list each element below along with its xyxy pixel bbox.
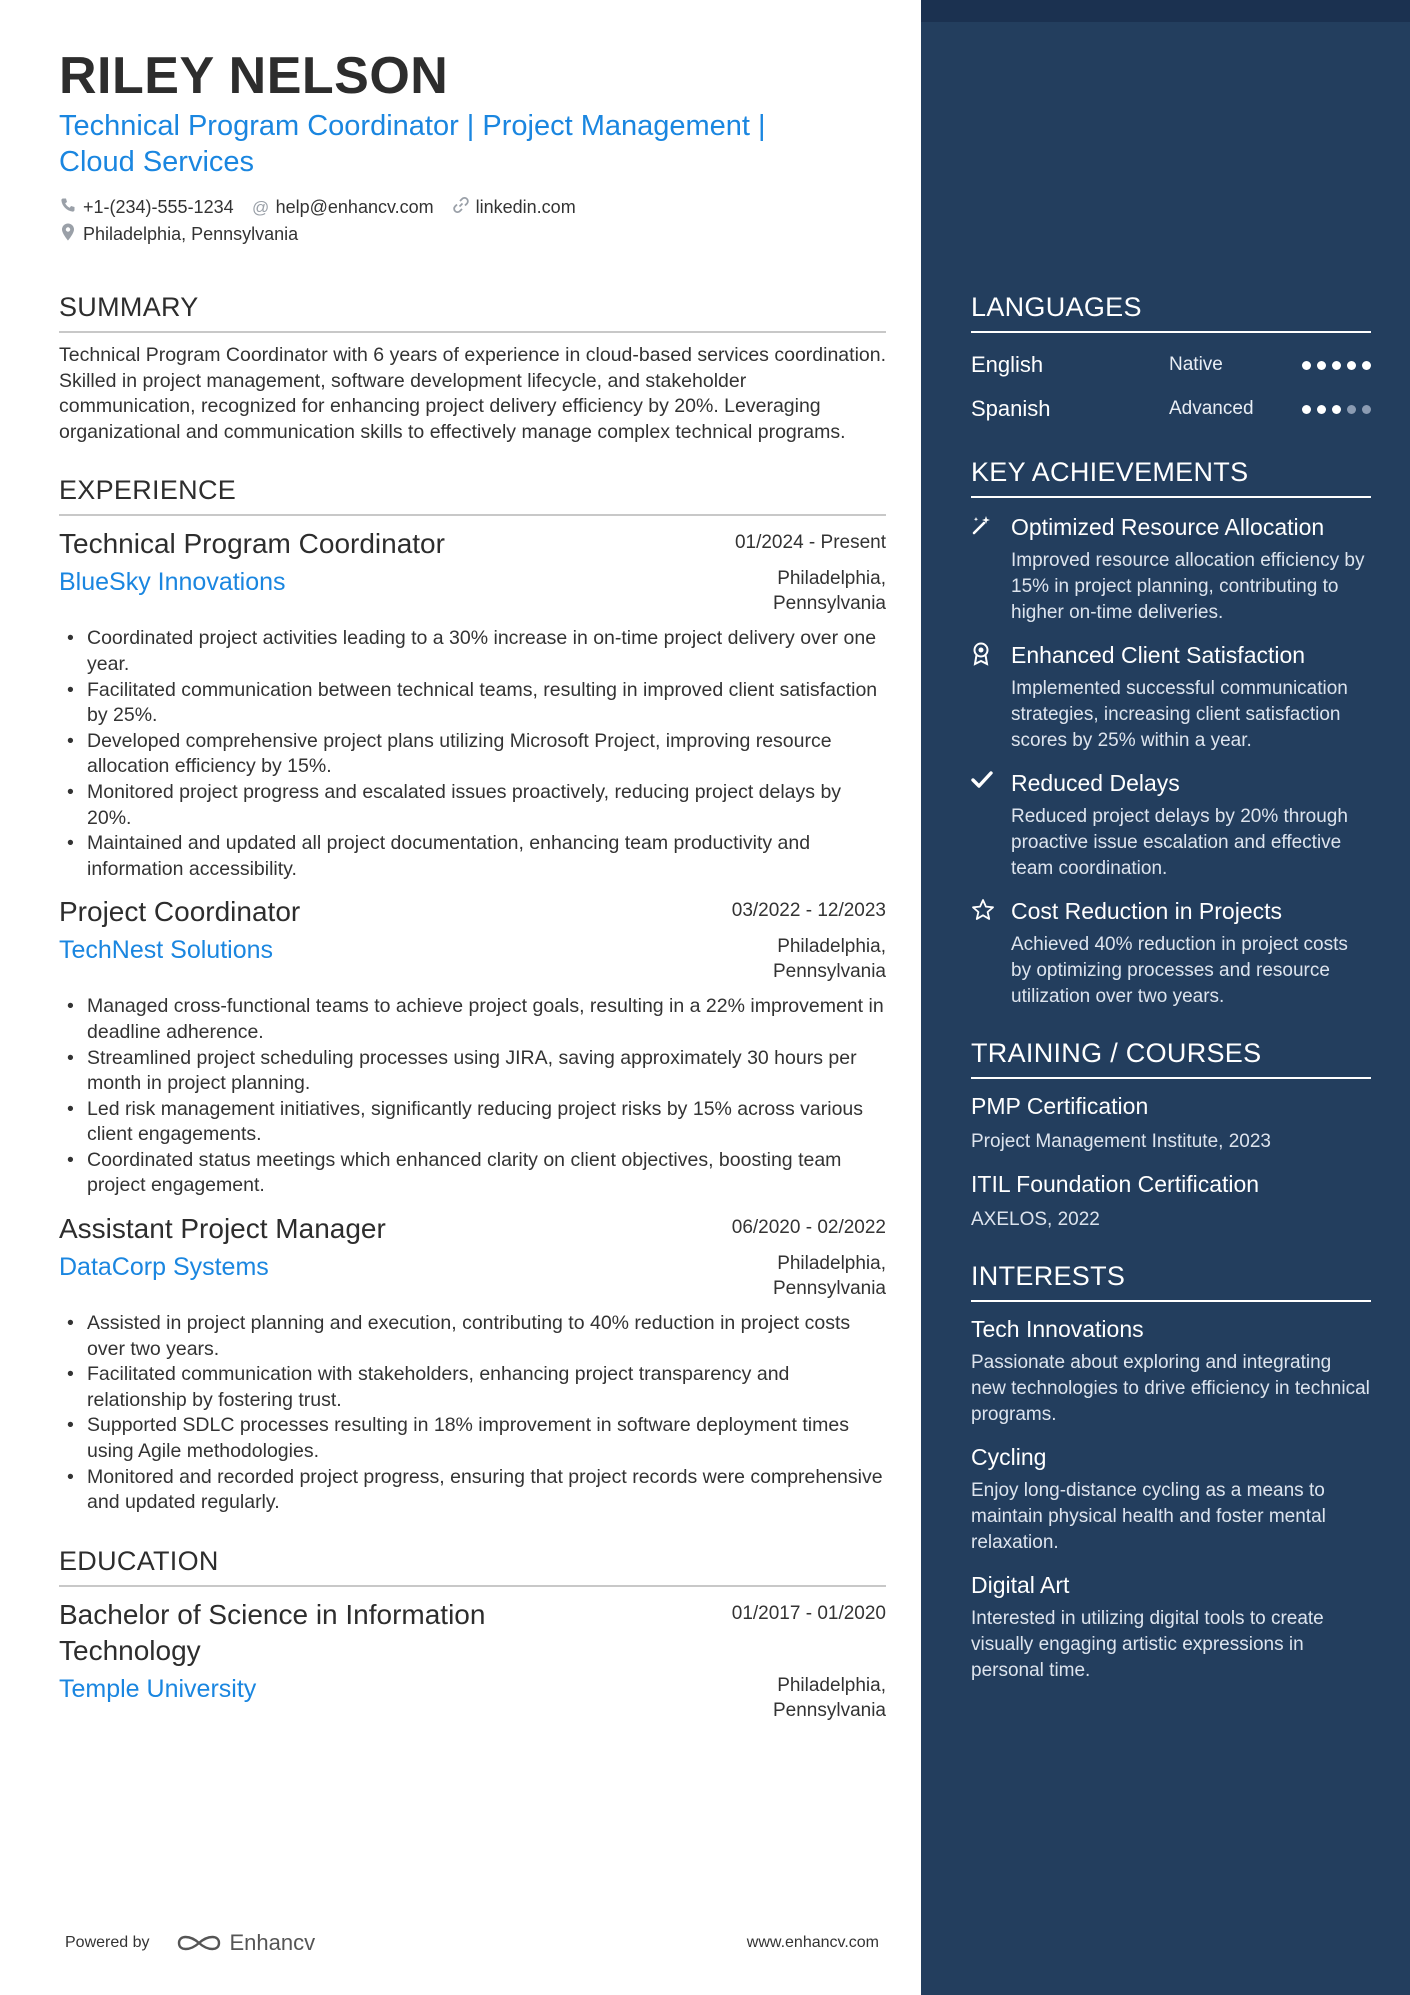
- interests-heading: INTERESTS: [971, 1261, 1371, 1302]
- main-column: [59, 44, 886, 1723]
- achievement-item: [971, 768, 1371, 882]
- interest-item: [971, 1442, 1371, 1556]
- map-pin-icon: [59, 223, 77, 246]
- rating-dot: [1332, 405, 1341, 414]
- education-dates: 01/2017 - 01/2020: [731, 1602, 886, 1624]
- achievements-heading: KEY ACHIEVEMENTS: [971, 457, 1371, 498]
- job-dates: 01/2024 - Present: [734, 532, 886, 554]
- location-text: Philadelphia, Pennsylvania: [83, 224, 299, 244]
- sidebar: [921, 0, 1410, 1995]
- interest-desc: Passionate about exploring and integrating new technologies to drive efficiency in technical programs.: [971, 1352, 1370, 1425]
- brand-name: Enhancv: [229, 1930, 316, 1955]
- achievement-desc: Implemented successful communication strategies, increasing client satisfaction scores by 25% within a year.: [1011, 678, 1348, 751]
- bullet-item: • Led risk management initiatives, significantly reducing project risks by 15% across various client engagements.: [59, 1097, 886, 1148]
- bullet-item: • Facilitated communication with stakeholders, enhancing project transparency and relationship by fostering trust.: [59, 1362, 886, 1413]
- company-name[interactable]: BlueSky Innovations: [59, 568, 286, 597]
- brand-logo[interactable]: [176, 1930, 316, 1956]
- rating-dot: [1302, 405, 1311, 414]
- achievement-title: Enhanced Client Satisfaction: [1011, 642, 1306, 668]
- language-rating: [1299, 405, 1371, 414]
- course-item: [971, 1169, 1371, 1233]
- interest-item: [971, 1570, 1371, 1684]
- phone-contact[interactable]: [59, 197, 234, 218]
- bullet-item: • Developed comprehensive project plans utilizing Microsoft Project, improving resource allocation efficiency by 15%.: [59, 729, 886, 780]
- rating-dot: [1362, 405, 1371, 414]
- bullet-item: • Coordinated project activities leading to a 30% increase in on-time project delivery over one year.: [59, 626, 886, 677]
- job-entry: [59, 894, 886, 1199]
- rating-dot: [1317, 405, 1326, 414]
- rating-dot: [1347, 405, 1356, 414]
- magic-wand-icon: [971, 512, 1011, 626]
- interest-title: Digital Art: [971, 1572, 1070, 1598]
- interest-title: Tech Innovations: [971, 1316, 1144, 1342]
- course-meta: Project Management Institute, 2023: [971, 1131, 1271, 1152]
- job-title: Technical Program Coordinator: [59, 528, 445, 560]
- achievement-title: Optimized Resource Allocation: [1011, 514, 1325, 540]
- job-entry: [59, 1211, 886, 1516]
- interest-item: [971, 1314, 1371, 1428]
- job-bullets: [59, 626, 886, 882]
- achievement-desc: Reduced project delays by 20% through proactive issue escalation and effective team coordination.: [1011, 806, 1348, 879]
- bullet-item: • Managed cross-functional teams to achieve project goals, resulting in a 22% improvement in deadline adherence.: [59, 994, 886, 1045]
- achievement-item: [971, 640, 1371, 754]
- contact-info: [59, 194, 886, 248]
- linkedin-contact[interactable]: [452, 196, 576, 219]
- language-row: [971, 343, 1371, 387]
- linkedin-text: linkedin.com: [475, 197, 576, 217]
- company-name[interactable]: TechNest Solutions: [59, 936, 274, 965]
- job-dates: 06/2020 - 02/2022: [731, 1217, 886, 1239]
- bullet-item: • Assisted in project planning and execution, contributing to 40% reduction in project costs over two years.: [59, 1311, 886, 1362]
- job-bullets: [59, 994, 886, 1199]
- contact-row-1: [59, 194, 886, 221]
- bullet-item: • Supported SDLC processes resulting in 18% improvement in software deployment times using Agile methodologies.: [59, 1413, 886, 1464]
- enhancv-logo-icon: [176, 1931, 222, 1955]
- achievement-item: [971, 896, 1371, 1010]
- job-location: Philadelphia, Pennsylvania: [772, 936, 886, 983]
- candidate-title: Technical Program Coordinator | Project Management | Cloud Services: [59, 110, 766, 178]
- course-title: PMP Certification: [971, 1093, 1149, 1119]
- sidebar-content: [971, 292, 1371, 1684]
- education-entry: [59, 1597, 886, 1723]
- powered-by-label: Powered by: [65, 1934, 150, 1951]
- language-level: Advanced: [1169, 398, 1254, 419]
- language-level: Native: [1169, 354, 1223, 375]
- education-heading: EDUCATION: [59, 1546, 886, 1587]
- email-text: help@enhancv.com: [275, 197, 434, 217]
- location-contact: [59, 223, 298, 246]
- checkmark-icon: [971, 768, 1011, 882]
- job-entry: [59, 526, 886, 882]
- school-name[interactable]: Temple University: [59, 1674, 257, 1703]
- job-location: Philadelphia, Pennsylvania: [772, 1253, 886, 1300]
- star-icon: [971, 896, 1011, 1010]
- summary-text: Technical Program Coordinator with 6 years of experience in cloud-based services coordination. Skilled in project management, software development lifecycle, and stakeholder communication, recognized for enhancing project delivery efficiency by 20%. Leveraging organizational and communication skills to effectively manage complex technical programs.: [59, 344, 887, 443]
- interest-desc: Enjoy long-distance cycling as a means to maintain physical health and foster mental relaxation.: [971, 1480, 1326, 1553]
- course-item: [971, 1091, 1371, 1155]
- phone-icon: [59, 197, 77, 218]
- bullet-item: • Maintained and updated all project documentation, enhancing team productivity and information accessibility.: [59, 831, 886, 882]
- at-sign-icon: @: [251, 197, 270, 217]
- language-name: English: [971, 352, 1044, 377]
- experience-heading: EXPERIENCE: [59, 475, 886, 516]
- achievement-title: Cost Reduction in Projects: [1011, 898, 1283, 924]
- bullet-item: • Streamlined project scheduling processes using JIRA, saving approximately 30 hours per month in project planning.: [59, 1046, 886, 1097]
- footer-url[interactable]: www.enhancv.com: [746, 1934, 879, 1951]
- language-name: Spanish: [971, 396, 1051, 421]
- bullet-item: • Coordinated status meetings which enhanced clarity on client objectives, boosting team project engagement.: [59, 1148, 886, 1199]
- job-title: Project Coordinator: [59, 896, 301, 928]
- phone-text: +1-(234)-555-1234: [83, 197, 234, 217]
- rating-dot: [1347, 361, 1356, 370]
- achievement-title: Reduced Delays: [1011, 770, 1180, 796]
- contact-row-2: [59, 221, 886, 248]
- bullet-item: • Facilitated communication between technical teams, resulting in improved client satisfaction by 25%.: [59, 678, 886, 729]
- job-title: Assistant Project Manager: [59, 1213, 386, 1245]
- email-contact[interactable]: [252, 197, 434, 218]
- summary-heading: SUMMARY: [59, 292, 886, 333]
- achievement-item: [971, 512, 1371, 626]
- rating-dot: [1362, 361, 1371, 370]
- bullet-item: • Monitored and recorded project progress, ensuring that project records were comprehensive and updated regularly.: [59, 1465, 886, 1516]
- footer: [65, 1930, 879, 1956]
- achievement-desc: Achieved 40% reduction in project costs by optimizing processes and resource utilization over two years.: [1011, 934, 1348, 1007]
- language-row: [971, 387, 1371, 431]
- link-icon: [452, 196, 470, 219]
- job-location: Philadelphia, Pennsylvania: [772, 568, 886, 615]
- award-icon: [971, 640, 1011, 754]
- job-bullets: [59, 1311, 886, 1516]
- degree-title: Bachelor of Science in Information Technology: [59, 1598, 486, 1666]
- rating-dot: [1332, 361, 1341, 370]
- rating-dot: [1317, 361, 1326, 370]
- achievement-desc: Improved resource allocation efficiency by 15% in project planning, contributing to higher on-time deliveries.: [1011, 550, 1365, 623]
- job-dates: 03/2022 - 12/2023: [731, 900, 886, 922]
- course-meta: AXELOS, 2022: [971, 1209, 1100, 1230]
- interest-title: Cycling: [971, 1444, 1047, 1470]
- rating-dot: [1302, 361, 1311, 370]
- candidate-name: RILEY NELSON: [59, 47, 449, 105]
- school-location: Philadelphia, Pennsylvania: [772, 1674, 886, 1721]
- bullet-item: • Monitored project progress and escalated issues proactively, reducing project delays by 20%.: [59, 780, 886, 831]
- course-title: ITIL Foundation Certification: [971, 1171, 1260, 1197]
- sidebar-top-band: [921, 0, 1410, 22]
- interest-desc: Interested in utilizing digital tools to create visually engaging artistic expressions in personal time.: [971, 1608, 1324, 1681]
- language-rating: [1299, 361, 1371, 370]
- company-name[interactable]: DataCorp Systems: [59, 1253, 269, 1282]
- languages-heading: LANGUAGES: [971, 292, 1371, 333]
- training-heading: TRAINING / COURSES: [971, 1038, 1371, 1079]
